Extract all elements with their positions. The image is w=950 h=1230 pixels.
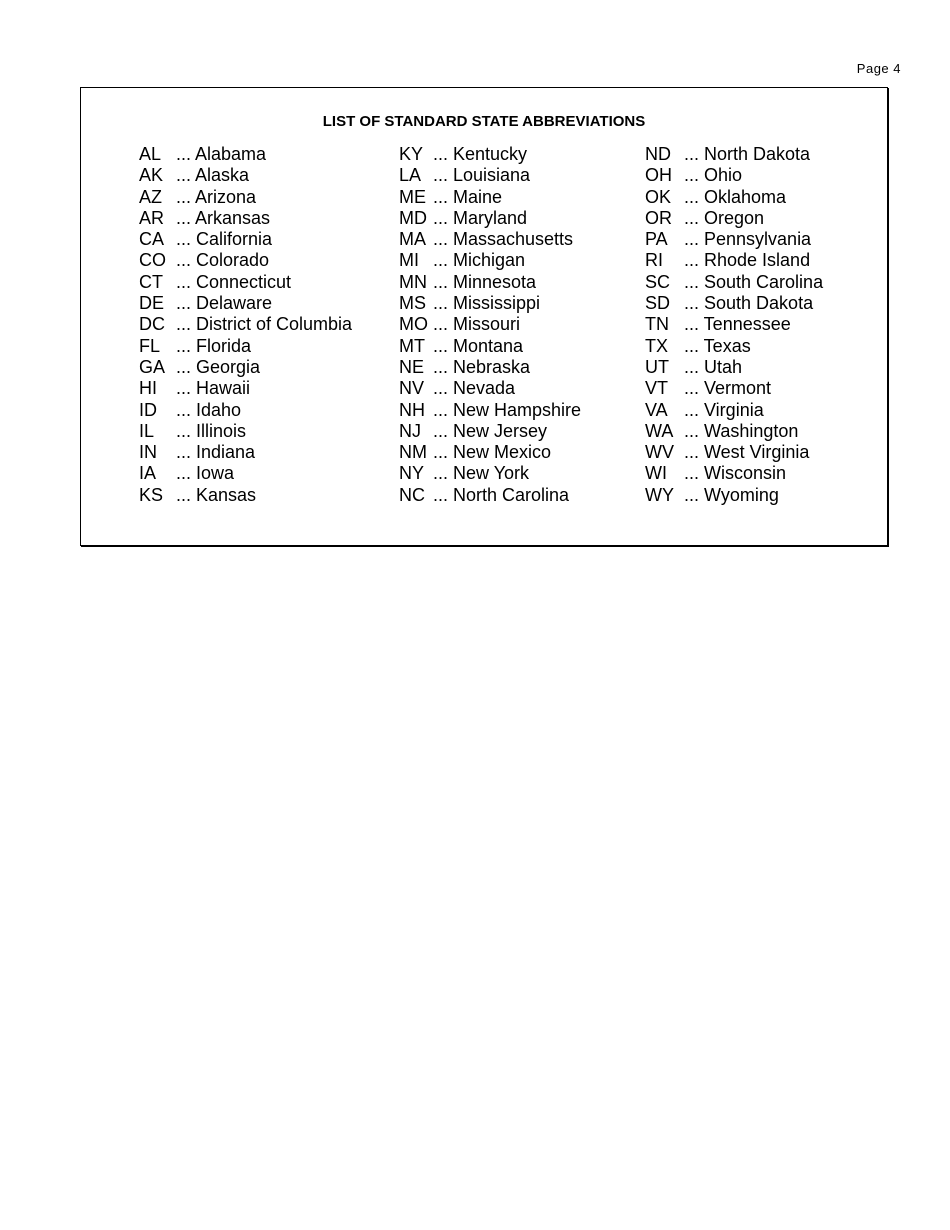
- state-name: ... Virginia: [684, 399, 764, 420]
- state-name: ... Delaware: [176, 293, 273, 314]
- state-entry: [139, 187, 352, 208]
- state-abbreviation: ND: [645, 144, 671, 164]
- state-abbreviation: MA: [399, 229, 426, 250]
- state-name: ... Michigan: [433, 250, 526, 271]
- state-abbreviation: ID: [139, 399, 157, 420]
- state-abbreviation: WV: [645, 442, 674, 463]
- state-name: ... Massachusetts: [433, 229, 574, 250]
- state-entry: [399, 485, 581, 506]
- state-entry: [139, 400, 352, 421]
- state-entry: [645, 357, 823, 378]
- state-abbreviation: UT: [645, 356, 669, 377]
- state-name: ... Idaho: [176, 399, 242, 420]
- state-entry: [645, 250, 823, 271]
- state-abbreviation: IA: [139, 463, 157, 484]
- state-entry: [645, 442, 823, 463]
- state-abbreviation: MN: [399, 271, 427, 292]
- column-1: [139, 144, 352, 506]
- state-abbreviation: FL: [139, 335, 161, 356]
- list-title: LIST OF STANDARD STATE ABBREVIATIONS: [322, 113, 646, 130]
- state-name: ... Missouri: [433, 314, 521, 335]
- state-abbreviation: LA: [399, 165, 422, 186]
- state-name: ... Illinois: [176, 420, 247, 441]
- state-abbreviation: OH: [645, 165, 672, 186]
- state-abbreviation: MT: [399, 335, 425, 356]
- state-name: ... New Hampshire: [433, 399, 582, 420]
- state-entry: [645, 229, 823, 250]
- state-abbreviation: HI: [139, 378, 157, 399]
- state-entry: [645, 208, 823, 229]
- state-abbreviation: NC: [399, 484, 425, 505]
- state-name: ... Rhode Island: [684, 250, 811, 271]
- state-name: ... Wyoming: [684, 484, 779, 505]
- state-entry: [139, 272, 352, 293]
- state-name: ... Pennsylvania: [684, 229, 812, 250]
- state-entry: [139, 463, 352, 484]
- state-name: ... South Dakota: [684, 293, 814, 314]
- state-abbreviation: SC: [645, 271, 671, 292]
- state-abbreviation: NE: [399, 356, 425, 377]
- state-name: ... California: [176, 229, 273, 250]
- state-abbreviation: AR: [139, 207, 165, 228]
- state-abbreviation: AZ: [139, 186, 163, 207]
- state-name: ... Utah: [684, 356, 743, 377]
- state-abbreviation: TN: [645, 314, 669, 335]
- state-entry: [399, 442, 581, 463]
- state-name: ... New Mexico: [433, 442, 552, 463]
- state-abbreviation: NY: [399, 463, 425, 484]
- state-entry: [399, 421, 581, 442]
- state-name: ... Mississippi: [433, 293, 541, 314]
- state-abbreviation: KY: [399, 144, 424, 164]
- state-abbreviation: RI: [645, 250, 663, 271]
- column-2: [399, 144, 581, 506]
- state-abbreviation: NH: [399, 399, 425, 420]
- state-name: ... Wisconsin: [684, 463, 787, 484]
- state-entry: [399, 357, 581, 378]
- state-entry: [645, 272, 823, 293]
- state-name: ... Texas: [684, 335, 751, 356]
- state-entry: [645, 421, 823, 442]
- state-entry: [139, 357, 352, 378]
- state-abbreviation: MI: [399, 250, 419, 271]
- state-entry: [399, 229, 581, 250]
- state-name: ... Louisiana: [433, 165, 531, 186]
- state-entry: [399, 187, 581, 208]
- state-name: ... Arkansas: [176, 207, 271, 228]
- state-entry: [139, 250, 352, 271]
- state-abbreviation: TX: [645, 335, 669, 356]
- state-abbreviation: CT: [139, 271, 163, 292]
- state-name: ... Georgia: [176, 356, 261, 377]
- state-entry: [139, 165, 352, 186]
- state-name: ... Alaska: [176, 165, 250, 186]
- page-number: Page 4: [856, 61, 901, 76]
- state-name: ... Hawaii: [176, 378, 251, 399]
- state-abbreviation: VT: [645, 378, 669, 399]
- state-entry: [399, 336, 581, 357]
- state-entry: [645, 485, 823, 506]
- state-entry: [645, 336, 823, 357]
- state-abbreviation: NJ: [399, 420, 421, 441]
- state-name: ... District of Columbia: [176, 314, 353, 335]
- state-abbreviation: WA: [645, 420, 674, 441]
- state-name: ... North Carolina: [433, 484, 570, 505]
- state-entry: [399, 314, 581, 335]
- state-abbreviation: VA: [645, 399, 668, 420]
- abbreviations-box: [80, 87, 888, 546]
- state-entry: [139, 314, 352, 335]
- state-abbreviation: KS: [139, 484, 164, 505]
- state-name: ... Kansas: [176, 484, 257, 505]
- state-entry: [645, 144, 823, 165]
- state-abbreviation: SD: [645, 293, 671, 314]
- state-abbreviation: WY: [645, 484, 674, 505]
- state-name: ... Oregon: [684, 207, 765, 228]
- state-entry: [139, 208, 352, 229]
- state-entry: [399, 250, 581, 271]
- state-entry: [645, 187, 823, 208]
- state-name: ... West Virginia: [684, 442, 810, 463]
- state-abbreviation: WI: [645, 463, 667, 484]
- state-entry: [399, 165, 581, 186]
- state-abbreviation: NV: [399, 378, 425, 399]
- state-entry: [139, 442, 352, 463]
- state-name: ... New York: [433, 463, 530, 484]
- state-name: ... Nevada: [433, 378, 516, 399]
- state-abbreviation: GA: [139, 356, 166, 377]
- state-entry: [139, 229, 352, 250]
- state-entry: [139, 293, 352, 314]
- state-entry: [399, 144, 581, 165]
- state-entry: [399, 400, 581, 421]
- state-abbreviation: AL: [139, 144, 162, 164]
- state-entry: [139, 485, 352, 506]
- state-abbreviation: MS: [399, 293, 426, 314]
- state-abbreviation: IN: [139, 442, 157, 463]
- state-name: ... Washington: [684, 420, 799, 441]
- state-name: ... Maine: [433, 186, 503, 207]
- state-abbreviation: CO: [139, 250, 166, 271]
- state-name: ... Vermont: [684, 378, 772, 399]
- state-name: ... Montana: [433, 335, 524, 356]
- state-entry: [399, 463, 581, 484]
- state-name: ... Ohio: [684, 165, 743, 186]
- state-name: ... Indiana: [176, 442, 256, 463]
- state-name: ... Nebraska: [433, 356, 531, 377]
- state-name: ... Oklahoma: [684, 186, 787, 207]
- state-abbreviation: DE: [139, 293, 165, 314]
- state-abbreviation: OK: [645, 186, 672, 207]
- state-name: ... Alabama: [176, 144, 267, 164]
- state-name: ... Colorado: [176, 250, 270, 271]
- state-entry: [399, 378, 581, 399]
- column-3: [645, 144, 823, 506]
- state-entry: [139, 144, 352, 165]
- state-entry: [645, 378, 823, 399]
- state-entry: [645, 314, 823, 335]
- state-name: ... North Dakota: [684, 144, 811, 164]
- state-abbreviation: NM: [399, 442, 427, 463]
- state-name: ... Arizona: [176, 186, 257, 207]
- state-abbreviation: PA: [645, 229, 668, 250]
- state-entry: [399, 208, 581, 229]
- state-abbreviation: MD: [399, 207, 427, 228]
- state-entry: [399, 293, 581, 314]
- state-entry: [139, 421, 352, 442]
- state-name: ... Kentucky: [433, 144, 528, 164]
- state-abbreviation: OR: [645, 207, 672, 228]
- state-entry: [645, 400, 823, 421]
- state-abbreviation: ME: [399, 186, 426, 207]
- state-abbreviation: MO: [399, 314, 428, 335]
- state-name: ... South Carolina: [684, 271, 824, 292]
- state-entry: [399, 272, 581, 293]
- state-entry: [645, 293, 823, 314]
- state-name: ... New Jersey: [433, 420, 548, 441]
- state-entry: [645, 463, 823, 484]
- state-name: ... Minnesota: [433, 271, 537, 292]
- state-name: ... Iowa: [176, 463, 235, 484]
- state-abbreviation: DC: [139, 314, 165, 335]
- state-entry: [139, 336, 352, 357]
- state-name: ... Connecticut: [176, 271, 292, 292]
- state-entry: [139, 378, 352, 399]
- state-entry: [645, 165, 823, 186]
- state-abbreviation: IL: [139, 420, 155, 441]
- state-name: ... Tennessee: [684, 314, 791, 335]
- state-abbreviation: AK: [139, 165, 164, 186]
- state-abbreviation: CA: [139, 229, 165, 250]
- state-name: ... Florida: [176, 335, 252, 356]
- state-name: ... Maryland: [433, 207, 528, 228]
